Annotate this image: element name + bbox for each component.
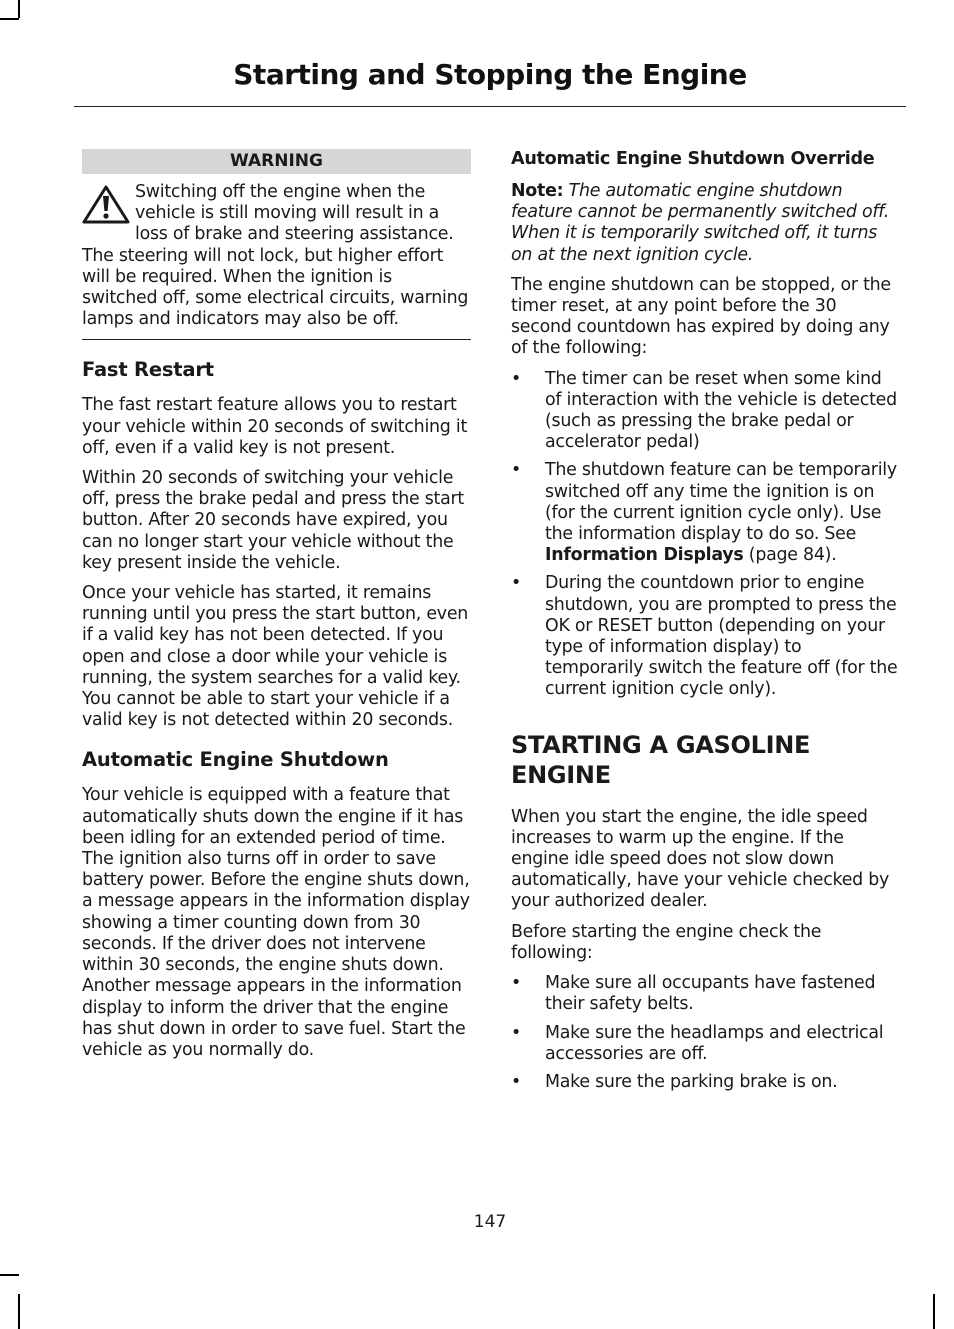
auto-shutdown-heading: Automatic Engine Shutdown <box>82 748 389 772</box>
list-item-text: Make sure the headlamps and electrical accessories are off. <box>545 1022 884 1064</box>
bullet-mark: • <box>511 368 522 389</box>
list-item-text: Make sure the parking brake is on. <box>545 1071 838 1092</box>
override-note <box>511 181 901 266</box>
note-label: Note: <box>511 181 564 201</box>
title-divider <box>74 106 906 107</box>
crop-mark-bottom-left-h <box>0 1274 19 1276</box>
warning-box <box>82 182 471 340</box>
list-item <box>511 1023 901 1065</box>
list-item-text: The shutdown feature can be temporarily switched off any time the ignition is on (for the current ignition cycle only). Use the information display to do so. See <box>545 460 897 545</box>
gasoline-bullet-list <box>511 973 901 1093</box>
list-item-text: Make sure all occupants have fastened their safety belts. <box>545 973 876 1015</box>
list-item-text: During the countdown prior to engine shutdown, you are prompted to press the OK or RESET button (depending on your type of information display) to temporarily switch the feature off (for the current ignition cycle only). <box>545 573 898 700</box>
note-text: The automatic engine shutdown feature cannot be permanently switched off. When it is temporarily switched off, it turns on at the next ignition cycle. <box>511 181 890 265</box>
left-column <box>82 148 471 1070</box>
bullet-mark: • <box>511 573 522 594</box>
right-column <box>511 148 901 1100</box>
bullet-mark: • <box>511 1022 522 1043</box>
information-displays-link[interactable]: Information Displays <box>545 545 744 566</box>
crop-mark-bottom-right <box>933 1294 935 1329</box>
crop-mark-bottom-left <box>18 1294 20 1329</box>
bullet-mark: • <box>511 973 522 994</box>
gasoline-paragraph-2: Before starting the engine check the following: <box>511 921 822 963</box>
crop-mark-top-left <box>18 0 20 18</box>
list-item <box>511 369 901 454</box>
list-item-text: The timer can be reset when some kind of interaction with the vehicle is detected (such as pressing the brake pedal or accelerator pedal) <box>545 368 897 453</box>
list-item <box>511 460 901 566</box>
auto-shutdown-paragraph: Your vehicle is equipped with a feature that automatically shuts down the engine if it has been idling for an extended period of time. The ignition also turns off in order to save battery power. Before the engine shuts down, a message appears in the information display showing a timer counting down from 30 seconds. If the driver does not intervene within 30 seconds, the engine shuts down. Another message appears in the information display to inform the driver that the engine has shut down in order to save fuel. Start the vehicle as you normally do. <box>82 785 470 1060</box>
gasoline-engine-heading: STARTING A GASOLINE ENGINE <box>511 730 811 789</box>
bullet-mark: • <box>511 460 522 481</box>
list-item <box>511 573 901 700</box>
crop-mark-top-left-h <box>0 18 19 20</box>
override-bullet-list <box>511 369 901 701</box>
warning-triangle-icon <box>82 185 130 225</box>
fast-restart-heading: Fast Restart <box>82 358 214 382</box>
page-title: Starting and Stopping the Engine <box>233 58 747 91</box>
list-item <box>511 1072 901 1093</box>
page-reference: (page 84). <box>743 545 837 566</box>
fast-restart-paragraph-2: Within 20 seconds of switching your vehicle off, press the brake pedal and press the start button. After 20 seconds have expired, you can no longer start your vehicle without the key present inside the vehicle. <box>82 468 464 573</box>
fast-restart-paragraph-1: The fast restart feature allows you to restart your vehicle within 20 seconds of switching it off, even if a valid key is not present. <box>82 395 468 458</box>
page-number: 147 <box>473 1212 507 1232</box>
fast-restart-paragraph-3: Once your vehicle has started, it remains running until you press the start button, even if a valid key has not been detected. If you open and close a door while your vehicle is running, the system searches for a valid key. You cannot be able to start your vehicle if a valid key is not detected within 20 seconds. <box>82 583 469 731</box>
gasoline-paragraph-1: When you start the engine, the idle speed increases to warm up the engine. If the engine idle speed does not slow down automatically, have your vehicle checked by your authorized dealer. <box>511 806 890 912</box>
bullet-mark: • <box>511 1071 522 1092</box>
override-intro: The engine shutdown can be stopped, or the timer reset, at any point before the 30 second countdown has expired by doing any of the following: <box>511 274 891 359</box>
list-item <box>511 973 901 1015</box>
override-heading: Automatic Engine Shutdown Override <box>511 149 875 169</box>
warning-text: Switching off the engine when the vehicle is still moving will result in a loss of brake and steering assistance. The steering will not lock, but higher effort will be required. When the ignition is switched off, some electrical circuits, warning lamps and indicators may also be off. <box>82 182 469 330</box>
warning-heading: WARNING <box>82 149 471 174</box>
